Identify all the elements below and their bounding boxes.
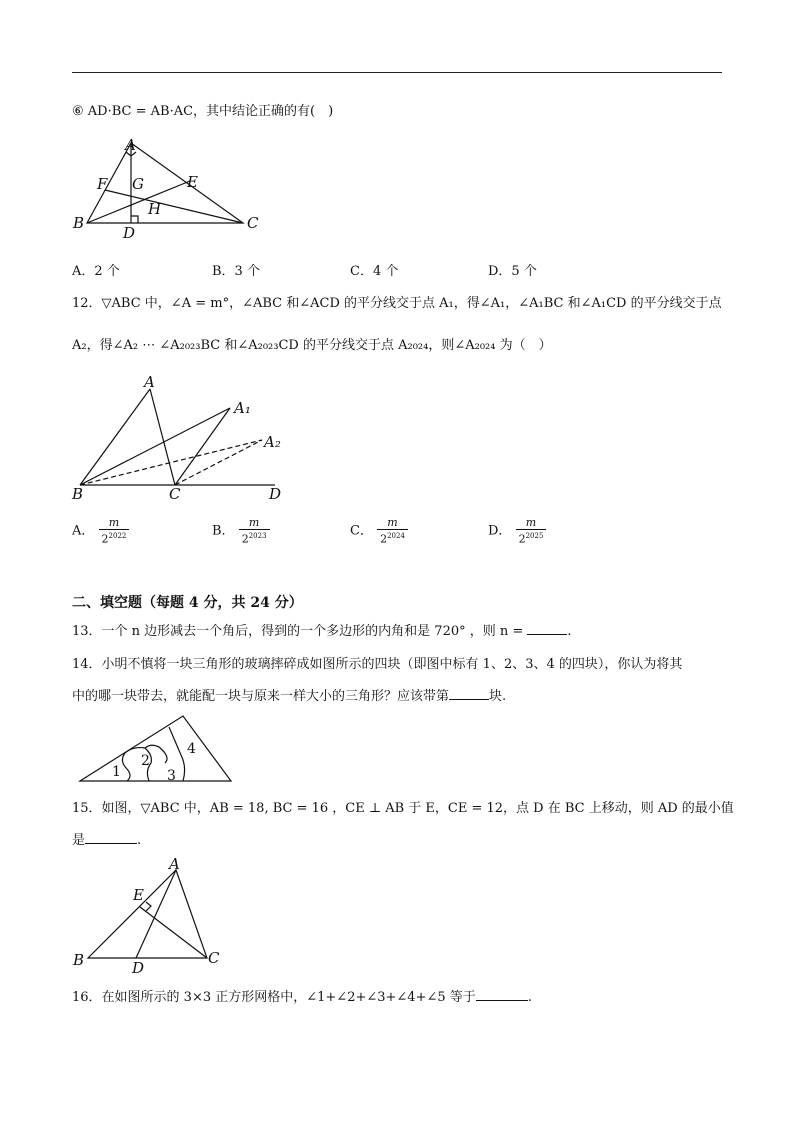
q11-option-d: D．5 个 xyxy=(488,264,537,279)
q12-option-b xyxy=(212,516,270,546)
q14-piece-4: 4 xyxy=(187,741,196,757)
q13-text: 13．一个 n 边形减去一个角后，得到的一个多边形的内角和是 720° ，则 n = xyxy=(72,624,528,639)
q11-statement-6: ⑥ AD·BC = AB·AC，其中结论正确的有( ) xyxy=(72,104,334,119)
q11-option-c: C．4 个 xyxy=(350,264,399,279)
q11-label-G: G xyxy=(132,175,144,193)
q15-label-B: B xyxy=(73,951,85,969)
q11-label-E: E xyxy=(187,173,198,191)
q15-label-A: A xyxy=(169,855,180,873)
q12-option-b-exp: 2023 xyxy=(248,532,267,540)
q11-figure xyxy=(70,135,270,245)
q12-option-a-fraction xyxy=(99,516,130,546)
q11-label-C: C xyxy=(247,214,259,232)
q14-line-1: 14．小明不慎将一块三角形的玻璃摔碎成如图所示的四块（即图中标有 1、2、3、4 的四块），你认为将其 xyxy=(72,657,683,672)
q13-line xyxy=(72,622,572,641)
q12-option-b-den: 2 xyxy=(241,532,249,546)
q11-label-F: F xyxy=(97,175,108,193)
q15-line-1: 15．如图，▽ABC 中，AB = 18, BC = 16 ，CE ⊥ AB 于 E，CE = 12，点 D 在 BC 上移动，则 AD 的最小值 xyxy=(72,801,734,816)
q12-option-d-exp: 2025 xyxy=(525,532,544,540)
q12-option-c-num: m xyxy=(377,516,408,530)
q12-option-d-letter: D． xyxy=(488,523,512,539)
q11-option-b: B．3 个 xyxy=(212,264,260,279)
q12-option-a-num: m xyxy=(99,516,130,530)
q12-option-a-exp: 2022 xyxy=(108,532,127,540)
q14-piece-3: 3 xyxy=(167,768,176,784)
q15-label-D: D xyxy=(132,959,145,977)
q12-option-b-num: m xyxy=(239,516,270,530)
q14-figure xyxy=(75,713,235,788)
q13-answer-blank[interactable] xyxy=(527,622,567,635)
q15-line-2 xyxy=(72,831,141,850)
q12-line-2: A₂，得∠A₂ ⋯ ∠A₂₀₂₃BC 和∠A₂₀₂₃CD 的平分线交于点 A₂₀₂₄，则∠A₂₀₂₄ 为（ ） xyxy=(72,338,552,353)
q12-option-a-den: 2 xyxy=(101,532,109,546)
q12-label-C: C xyxy=(169,485,181,503)
q12-option-a-letter: A． xyxy=(72,523,95,539)
q16-end: . xyxy=(527,990,532,1005)
q12-option-c-letter: C． xyxy=(350,523,373,539)
q15-label-C: C xyxy=(208,949,220,967)
q12-option-d-den: 2 xyxy=(518,532,526,546)
q11-option-a: A．2 个 xyxy=(72,264,120,279)
q15-text: 是 xyxy=(72,833,86,848)
q12-option-a xyxy=(72,516,129,546)
header-rule xyxy=(72,72,722,73)
q12-option-b-fraction xyxy=(239,516,270,546)
q14-piece-1: 1 xyxy=(112,764,121,780)
q16-line xyxy=(72,988,532,1007)
q15-answer-blank[interactable] xyxy=(85,831,137,844)
q12-option-d-fraction xyxy=(516,516,547,546)
q12-option-d-num: m xyxy=(516,516,547,530)
q11-label-H: H xyxy=(148,200,162,218)
q14-text: 中的哪一块带去，就能配一块与原来一样大小的三角形？应该带第 xyxy=(72,689,450,704)
q14-line-2 xyxy=(72,687,506,706)
q12-label-A1: A₁ xyxy=(234,399,251,417)
q12-figure xyxy=(70,370,300,505)
q15-label-E: E xyxy=(133,886,144,904)
section-2-title: 二、填空题（每题 4 分，共 24 分） xyxy=(72,595,303,611)
q12-option-d xyxy=(488,516,546,546)
q14-piece-2: 2 xyxy=(141,753,150,769)
q14-answer-blank[interactable] xyxy=(449,687,489,700)
q12-line-1: 12．▽ABC 中，∠A = m°，∠ABC 和∠ACD 的平分线交于点 A₁，得∠A₁，∠A₁BC 和∠A₁CD 的平分线交于点 xyxy=(72,296,722,311)
q12-option-c xyxy=(350,516,408,546)
q12-option-c-fraction xyxy=(377,516,408,546)
q11-label-B: B xyxy=(73,214,85,232)
q13-end: . xyxy=(567,624,572,639)
q12-label-A: A xyxy=(144,373,155,391)
q15-figure xyxy=(70,855,240,980)
q11-label-A: A xyxy=(125,136,136,154)
q16-answer-blank[interactable] xyxy=(476,988,528,1001)
q12-option-c-den: 2 xyxy=(380,532,388,546)
q11-label-D: D xyxy=(123,224,136,242)
q12-label-D: D xyxy=(269,485,282,503)
q12-label-B: B xyxy=(72,485,84,503)
q12-label-A2: A₂ xyxy=(264,433,281,451)
q12-option-b-letter: B． xyxy=(212,523,235,539)
q12-option-c-exp: 2024 xyxy=(387,532,405,540)
q16-text: 16．在如图所示的 3×3 正方形网格中，∠1+∠2+∠3+∠4+∠5 等于 xyxy=(72,990,476,1005)
q14-end: 块. xyxy=(489,689,507,704)
q15-end: . xyxy=(137,833,142,848)
